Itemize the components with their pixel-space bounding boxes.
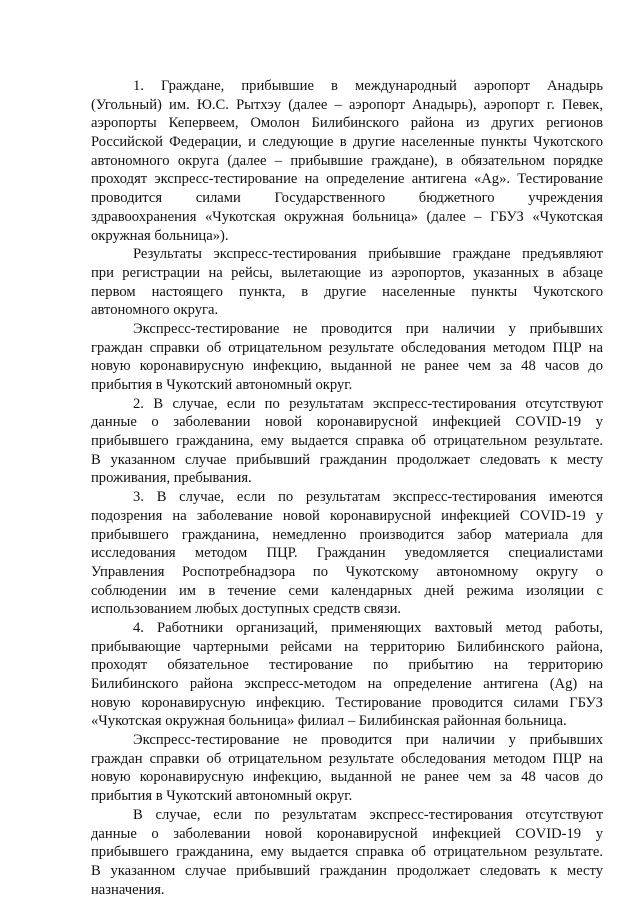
paragraph-line: проходят обязательное тестирование по прибытию на территорию <box>91 657 603 674</box>
paragraph-line: прибывшего гражданина, немедленно производится забор материала для <box>91 526 603 543</box>
paragraph-line: новую коронавирусную инфекцию, выданной не ранее чем за 48 часов до <box>91 769 603 786</box>
paragraph-line: прибытия в Чукотский автономный округ. <box>91 788 353 805</box>
paragraph-line: 3. В случае, если по результатам экспресс-тестирования имеются <box>133 489 603 506</box>
paragraph-line: прибывшего гражданина, ему выдается справка об отрицательном результате. <box>91 433 603 450</box>
paragraph-line: (Угольный) им. Ю.С. Рытхэу (далее – аэропорт Анадырь), аэропорт г. Певек, <box>91 96 603 113</box>
paragraph-line: прибывшего гражданина, ему выдается справка об отрицательном результате. <box>91 844 603 861</box>
paragraph-line: использованием любых доступных средств связи. <box>91 601 402 618</box>
paragraph-line: В случае, если по результатам экспресс-тестирования отсутствуют <box>133 806 603 823</box>
paragraph-line: данные о заболевании новой коронавирусной инфекцией COVID-19 у <box>91 414 603 431</box>
paragraph-p3 <box>91 320 603 395</box>
paragraph-line: 2. В случае, если по результатам экспресс-тестирования отсутствуют <box>133 395 603 412</box>
paragraph-line: окружная больница»). <box>91 227 229 244</box>
paragraph-line: Управления Роспотребнадзора по Чукотскому автономному округу о <box>91 563 603 580</box>
paragraph-p8 <box>91 806 603 899</box>
paragraph-line: аэропорты Кепервеем, Омолон Билибинского района из других регионов <box>91 115 603 132</box>
paragraph-line: Экспресс-тестирование не проводится при наличии у прибывших <box>133 732 603 749</box>
paragraph-line: граждан справки об отрицательном результате обследования методом ПЦР на <box>91 339 603 356</box>
paragraph-line: исследования методом ПЦР. Гражданин уведомляется специалистами <box>91 545 603 562</box>
paragraph-p4 <box>91 395 603 488</box>
paragraph-line: подозрения на заболевание новой коронавирусной инфекцией COVID-19 у <box>91 507 603 524</box>
paragraph-line: прибытия в Чукотский автономный округ. <box>91 377 353 393</box>
paragraph-line: первом настоящего пункта, в другие населенные пункты Чукотского <box>91 283 603 300</box>
paragraph-line: автономного округа. <box>91 302 219 319</box>
paragraph-line: проходят экспресс-тестирование на определение антигена «Ag». Тестирование <box>91 171 603 188</box>
paragraph-line: проводится силами Государственного бюджетного учреждения <box>91 190 603 207</box>
paragraph-line: «Чукотская окружная больница» филиал – Билибинская районная больница. <box>91 713 567 730</box>
paragraph-line: В указанном случае прибывший гражданин продолжает следовать к месту <box>91 451 603 468</box>
paragraph-p5 <box>91 488 603 619</box>
paragraph-line: данные о заболевании новой коронавирусной инфекцией COVID-19 у <box>91 825 603 842</box>
paragraph-line: новую коронавирусную инфекцию, выданной не ранее чем за 48 часов до <box>91 358 603 375</box>
paragraph-p2 <box>91 245 603 320</box>
paragraph-line: здравоохранения «Чукотская окружная больница» (далее – ГБУЗ «Чукотская <box>91 208 603 225</box>
paragraph-line: граждан справки об отрицательном результате обследования методом ПЦР на <box>91 750 603 767</box>
paragraph-line: проживания, пребывания. <box>91 470 252 487</box>
paragraph-line: назначения. <box>91 881 165 898</box>
paragraph-line: Билибинского района экспресс-методом на определение антигена (Ag) на <box>91 676 603 692</box>
paragraph-line: соблюдении им в течение семи календарных дней режима изоляции с <box>91 582 603 599</box>
paragraph-p7 <box>91 731 603 806</box>
paragraph-line: новую коронавирусную инфекцию. Тестирование проводится силами ГБУЗ <box>91 694 603 711</box>
paragraph-line: прибывающие чартерными рейсами на территорию Билибинского района, <box>91 638 603 655</box>
paragraph-p6 <box>91 619 603 731</box>
paragraph-line: Российской Федерации, и следующие в другие населенные пункты Чукотского <box>91 134 603 151</box>
paragraph-line: Результаты экспресс-тестирования прибывшие граждане предъявляют <box>133 246 603 263</box>
document-body <box>91 77 603 899</box>
paragraph-line: Экспресс-тестирование не проводится при наличии у прибывших <box>133 320 603 337</box>
paragraph-line: В указанном случае прибывший гражданин продолжает следовать к месту <box>91 862 603 879</box>
paragraph-p1 <box>91 77 603 245</box>
paragraph-line: автономного округа (далее – прибывшие граждане), в обязательном порядке <box>91 152 603 169</box>
paragraph-line: при регистрации на рейсы, вылетающие из аэропортов, указанных в абзаце <box>91 264 603 281</box>
paragraph-line: 4. Работники организаций, применяющих вахтовый метод работы, <box>133 619 603 636</box>
paragraph-line: 1. Граждане, прибывшие в международный аэропорт Анадырь <box>133 78 603 94</box>
